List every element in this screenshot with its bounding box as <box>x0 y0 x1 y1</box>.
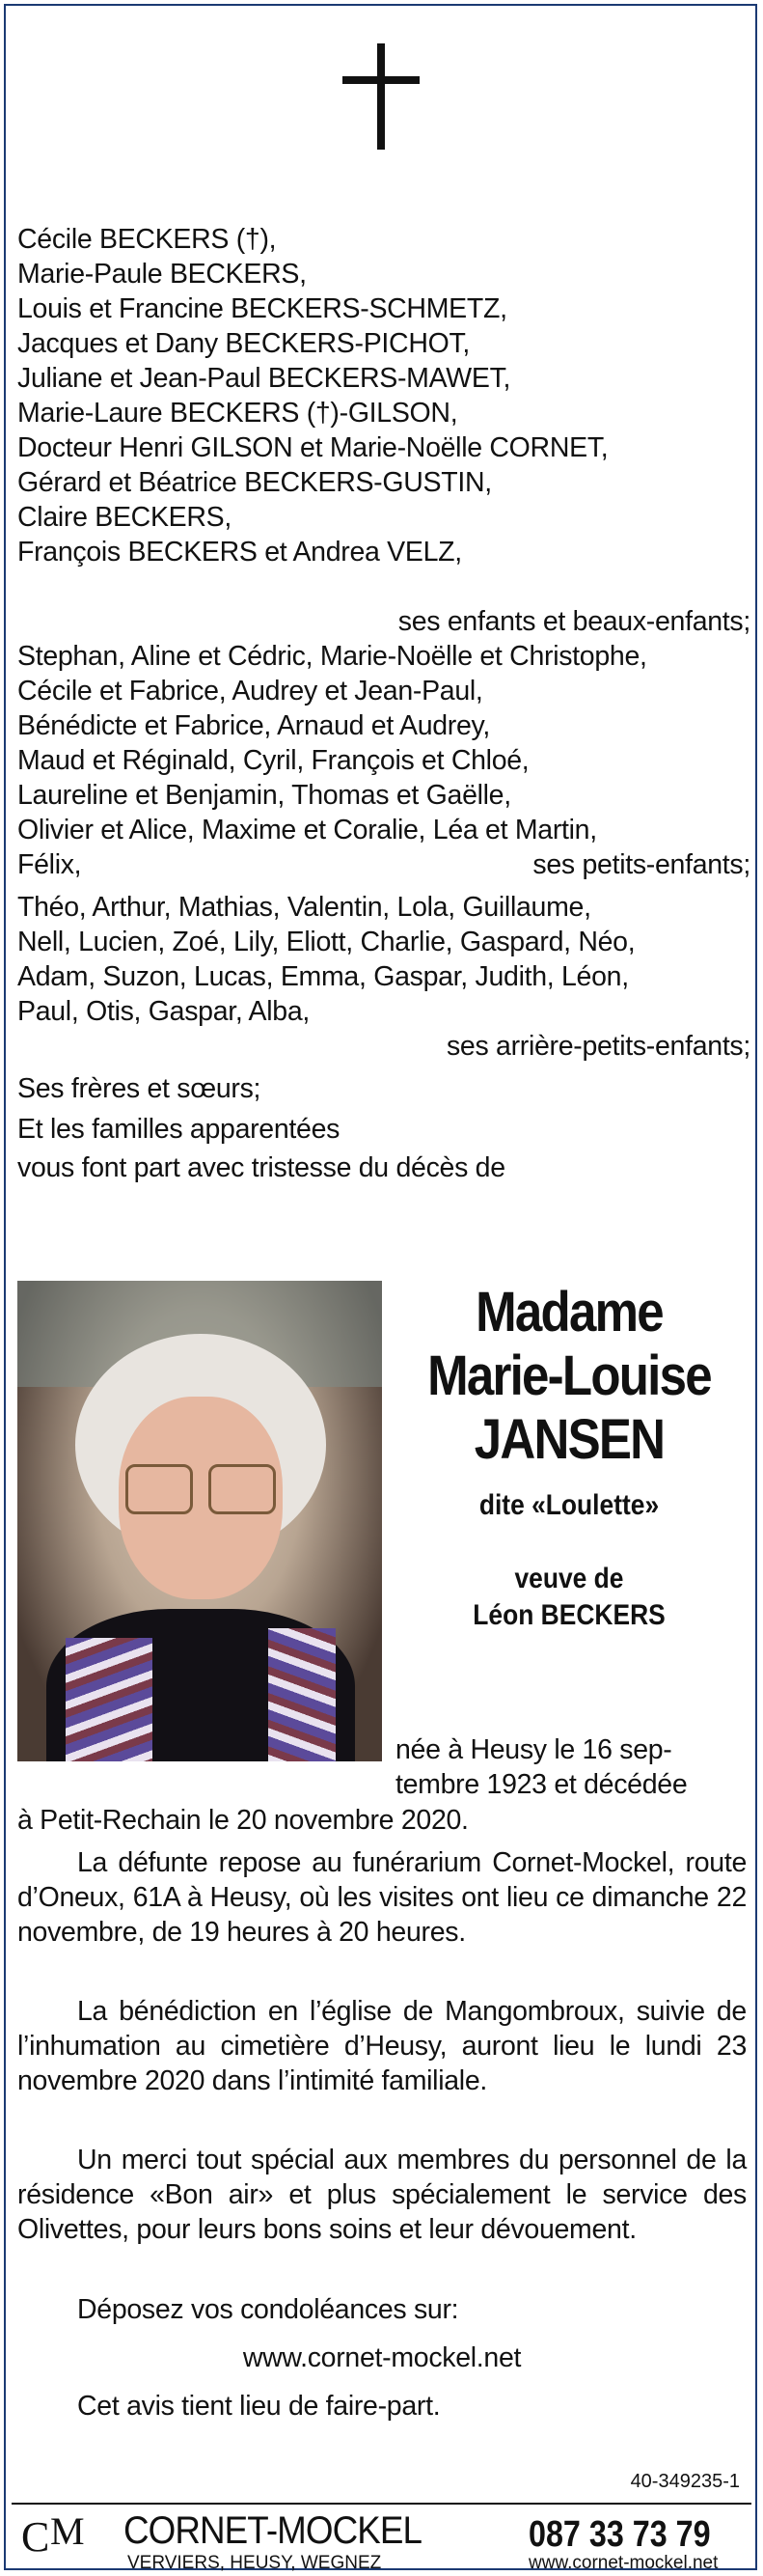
grandchildren-line: Bénédicte et Fabrice, Arnaud et Audrey, <box>17 710 491 741</box>
great-grandchildren-line: Nell, Lucien, Zoé, Lily, Eliott, Charlie, Gaspard, Néo, <box>17 927 636 957</box>
deceased-firstname: Marie-Louise <box>427 1344 711 1407</box>
family-line: Juliane et Jean-Paul BECKERS-MAWET, <box>17 363 511 394</box>
families-line: Et les familles apparentées <box>17 1114 341 1145</box>
grandchildren-line: Maud et Réginald, Cyril, François et Chloé, <box>17 745 530 776</box>
great-grandchildren-line: Paul, Otis, Gaspar, Alba, <box>17 996 310 1027</box>
great-grandchildren-label: ses arrière-petits-enfants; <box>446 1031 750 1062</box>
great-grandchildren-line: Théo, Arthur, Mathias, Valentin, Lola, Guillaume, <box>17 892 591 923</box>
company-website[interactable]: www.cornet-mockel.net <box>529 2553 719 2573</box>
portrait-photo <box>17 1281 382 1761</box>
widow-label: veuve de <box>514 1563 624 1594</box>
cross-icon <box>342 43 420 150</box>
cornet-mockel-logo: C M <box>21 2509 85 2561</box>
paragraph-visitation: La défunte repose au funérarium Cornet-Mockel, route d’Oneux, 61A à Heusy, où les visites ont lieu ce dimanche 22 novembre, de 19 heures à 20 heures. <box>17 1847 747 1948</box>
family-line: François BECKERS et Andrea VELZ, <box>17 537 462 568</box>
family-line: Gérard et Béatrice BECKERS-GUSTIN, <box>17 467 492 498</box>
birth-text <box>395 1732 747 1802</box>
deceased-title: Madame <box>476 1281 663 1343</box>
closing-line: Cet avis tient lieu de faire-part. <box>77 2391 441 2422</box>
deceased-surname: JANSEN <box>474 1408 665 1471</box>
family-line: Jacques et Dany BECKERS-PICHOT, <box>17 328 471 359</box>
paragraph-ceremony: La bénédiction en l’église de Mangombroux, suivie de l’inhumation au cimetière d’Heusy, auront lieu le lundi 23 novembre 2020 dans l’intimité familiale. <box>17 1996 747 2096</box>
website-link[interactable]: www.cornet-mockel.net <box>242 2342 522 2373</box>
family-line: Cécile BECKERS (†), <box>17 224 277 255</box>
footer-divider <box>12 2503 751 2505</box>
condolences-line: Déposez vos condoléances sur: <box>77 2294 459 2325</box>
grandchildren-last: Félix, <box>17 849 82 880</box>
widow-name: Léon BECKERS <box>473 1599 666 1631</box>
announce-line: vous font part avec tristesse du décès de <box>17 1152 505 1183</box>
family-line: Docteur Henri GILSON et Marie-Noëlle CORNET, <box>17 432 609 463</box>
company-phone: 087 33 73 79 <box>529 2514 711 2555</box>
birth-line: née à Heusy le 16 sep- <box>395 1734 672 1765</box>
death-line: à Petit-Rechain le 20 novembre 2020. <box>17 1805 469 1836</box>
deceased-nickname: dite «Loulette» <box>478 1489 660 1521</box>
reference-number: 40-349235-1 <box>630 2471 740 2492</box>
grandchildren-label: ses petits-enfants; <box>532 849 750 880</box>
grandchildren-line: Olivier et Alice, Maxime et Coralie, Léa et Martin, <box>17 815 597 845</box>
birth-line: tembre 1923 et décédée <box>395 1769 688 1800</box>
family-line: Louis et Francine BECKERS-SCHMETZ, <box>17 293 507 324</box>
family-line: Marie-Paule BECKERS, <box>17 259 307 290</box>
grandchildren-line: Stephan, Aline et Cédric, Marie-Noëlle et Christophe, <box>17 641 647 672</box>
grandchildren-line: Cécile et Fabrice, Audrey et Jean-Paul, <box>17 676 483 706</box>
family-list <box>17 222 750 1185</box>
great-grandchildren-line: Adam, Suzon, Lucas, Emma, Gaspar, Judith, Léon, <box>17 961 629 992</box>
paragraph-thanks: Un merci tout spécial aux membres du personnel de la résidence «Bon air» et plus spécialement le service des Olivettes, pour leurs bons soins et leur dévouement. <box>17 2145 747 2245</box>
children-label: ses enfants et beaux-enfants; <box>397 606 750 637</box>
siblings-line: Ses frères et sœurs; <box>17 1073 261 1104</box>
grandchildren-line: Laureline et Benjamin, Thomas et Gaëlle, <box>17 780 511 811</box>
company-towns: VERVIERS, HEUSY, WEGNEZ <box>127 2553 382 2573</box>
family-line: Claire BECKERS, <box>17 502 232 533</box>
company-name: CORNET-MOCKEL <box>123 2509 422 2552</box>
family-line: Marie-Laure BECKERS (†)-GILSON, <box>17 398 458 429</box>
deceased-block <box>386 1281 752 1634</box>
